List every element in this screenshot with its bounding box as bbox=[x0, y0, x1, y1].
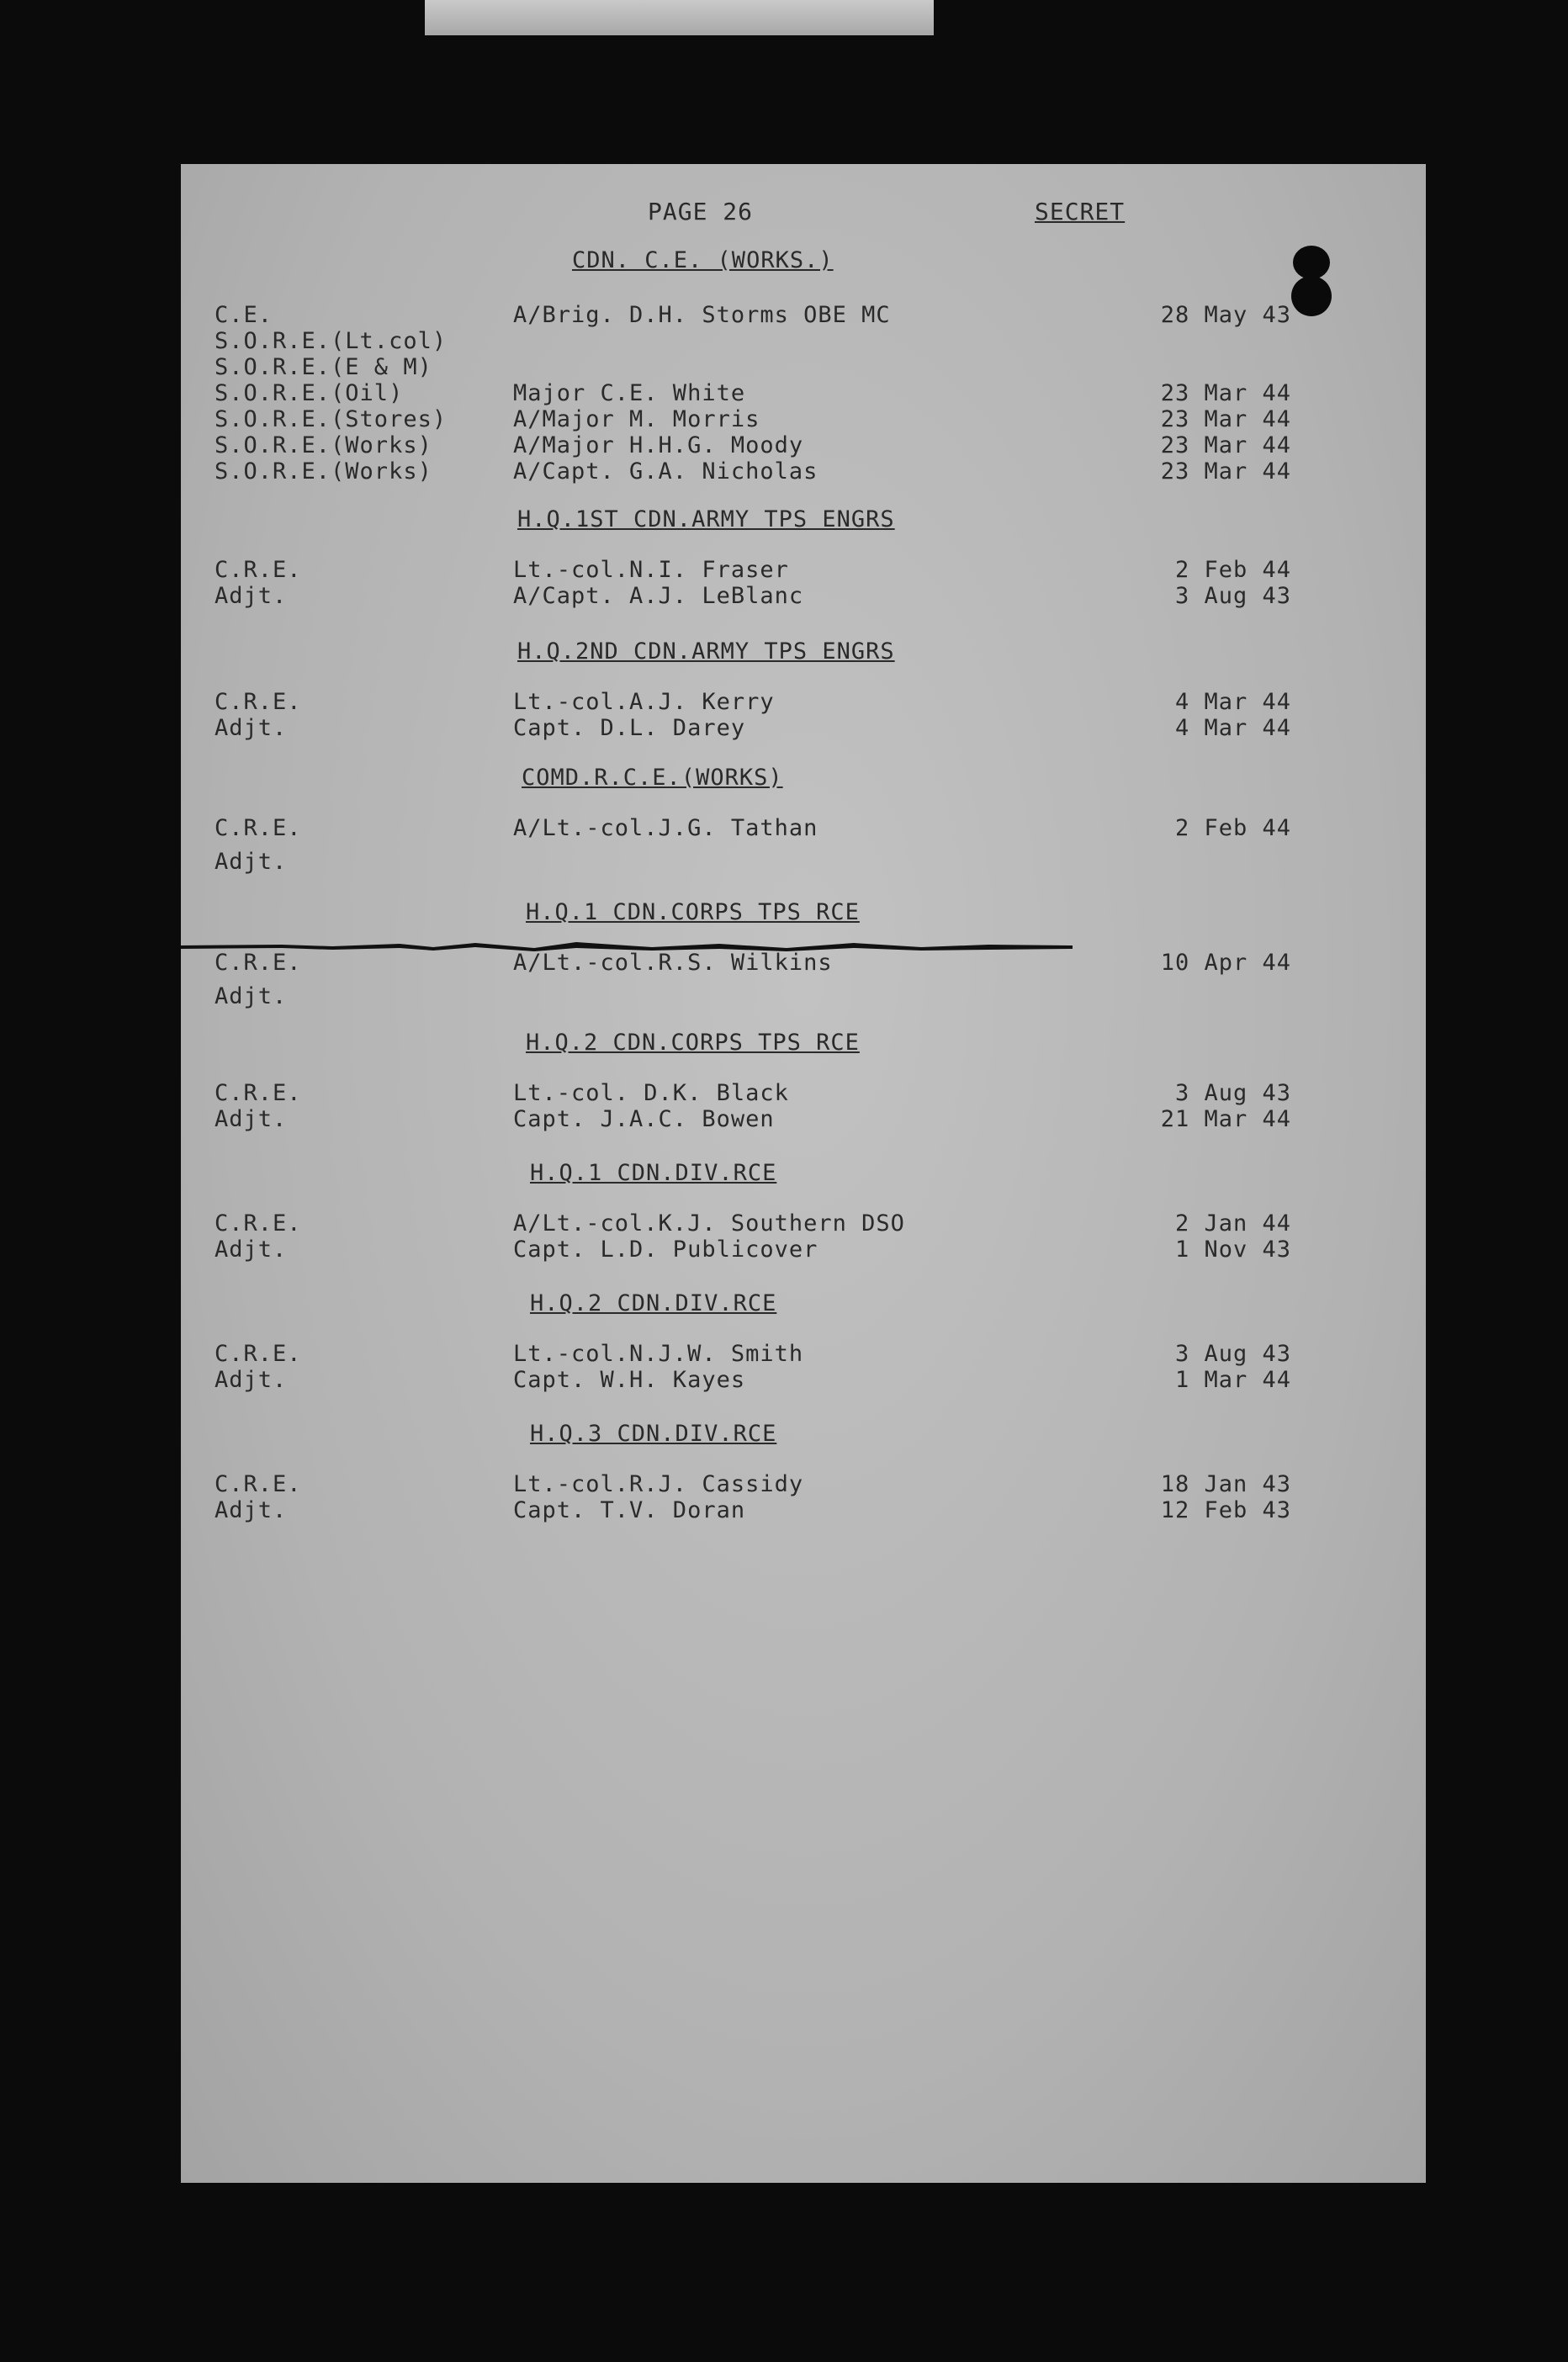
entry-role: C.R.E. bbox=[215, 1341, 302, 1367]
entry-date: 18 Jan 43 bbox=[1160, 1471, 1291, 1497]
entry-name: Lt.-col.N.J.W. Smith bbox=[513, 1341, 804, 1367]
entry-date: 2 Jan 44 bbox=[1174, 1210, 1291, 1237]
entry-name: A/Capt. G.A. Nicholas bbox=[513, 458, 818, 485]
page-number: PAGE 26 bbox=[648, 198, 754, 225]
entry-name: Lt.-col.A.J. Kerry bbox=[513, 689, 775, 715]
entry-role: Adjt. bbox=[215, 1106, 288, 1132]
section-heading: COMD.R.C.E.(WORKS) bbox=[522, 765, 783, 791]
entry-role: S.O.R.E.(E & M) bbox=[215, 354, 432, 380]
classification-stamp: SECRET bbox=[1035, 198, 1126, 225]
entry-date: 23 Mar 44 bbox=[1160, 406, 1291, 432]
entry-date: 10 Apr 44 bbox=[1160, 950, 1291, 976]
entry-date: 23 Mar 44 bbox=[1160, 458, 1291, 485]
section-heading: H.Q.1 CDN.DIV.RCE bbox=[530, 1160, 777, 1186]
entry-name: A/Lt.-col.K.J. Southern DSO bbox=[513, 1210, 905, 1237]
entry-role: C.R.E. bbox=[215, 950, 302, 976]
entry-name: Capt. L.D. Publicover bbox=[513, 1237, 818, 1263]
entry-date: 23 Mar 44 bbox=[1160, 380, 1291, 406]
entry-name: A/Lt.-col.J.G. Tathan bbox=[513, 815, 818, 841]
entry-date: 3 Aug 43 bbox=[1174, 1080, 1291, 1106]
entry-date: 4 Mar 44 bbox=[1174, 715, 1291, 741]
entry-role: C.R.E. bbox=[215, 1080, 302, 1106]
section-heading: H.Q.3 CDN.DIV.RCE bbox=[530, 1421, 777, 1447]
document-page bbox=[181, 164, 1426, 2183]
entry-date: 4 Mar 44 bbox=[1174, 689, 1291, 715]
entry-date: 1 Nov 43 bbox=[1174, 1237, 1291, 1263]
entry-role: Adjt. bbox=[215, 983, 288, 1009]
entry-name: A/Major H.H.G. Moody bbox=[513, 432, 804, 458]
entry-name: Capt. D.L. Darey bbox=[513, 715, 746, 741]
entry-role: Adjt. bbox=[215, 1237, 288, 1263]
entry-date: 3 Aug 43 bbox=[1174, 1341, 1291, 1367]
entry-date: 1 Mar 44 bbox=[1174, 1367, 1291, 1393]
entry-role: C.R.E. bbox=[215, 1210, 302, 1237]
entry-date: 28 May 43 bbox=[1160, 302, 1291, 328]
entry-role: Adjt. bbox=[215, 715, 288, 741]
entry-date: 2 Feb 44 bbox=[1174, 815, 1291, 841]
entry-role: S.O.R.E.(Stores) bbox=[215, 406, 448, 432]
ink-blot-mark bbox=[1287, 244, 1336, 318]
section-heading: H.Q.2 CDN.DIV.RCE bbox=[530, 1290, 777, 1316]
section-heading: H.Q.2ND CDN.ARMY TPS ENGRS bbox=[517, 638, 895, 665]
entry-name: Major C.E. White bbox=[513, 380, 746, 406]
entry-role: C.E. bbox=[215, 302, 273, 328]
section-heading: CDN. C.E. (WORKS.) bbox=[572, 247, 834, 273]
entry-role: C.R.E. bbox=[215, 689, 302, 715]
entry-name: Lt.-col.N.I. Fraser bbox=[513, 557, 789, 583]
entry-role: S.O.R.E.(Oil) bbox=[215, 380, 404, 406]
entry-date: 23 Mar 44 bbox=[1160, 432, 1291, 458]
section-heading: H.Q.1ST CDN.ARMY TPS ENGRS bbox=[517, 506, 895, 532]
entry-role: S.O.R.E.(Lt.col) bbox=[215, 328, 448, 354]
entry-role: Adjt. bbox=[215, 1497, 288, 1523]
entry-date: 2 Feb 44 bbox=[1174, 557, 1291, 583]
entry-date: 21 Mar 44 bbox=[1160, 1106, 1291, 1132]
entry-role: S.O.R.E.(Works) bbox=[215, 432, 432, 458]
entry-name: A/Lt.-col.R.S. Wilkins bbox=[513, 950, 833, 976]
entry-role: Adjt. bbox=[215, 849, 288, 875]
section-heading: H.Q.1 CDN.CORPS TPS RCE bbox=[526, 899, 860, 925]
entry-role: Adjt. bbox=[215, 1367, 288, 1393]
entry-role: C.R.E. bbox=[215, 815, 302, 841]
section-heading: H.Q.2 CDN.CORPS TPS RCE bbox=[526, 1030, 860, 1056]
entry-name: A/Capt. A.J. LeBlanc bbox=[513, 583, 804, 609]
entry-name: Lt.-col. D.K. Black bbox=[513, 1080, 789, 1106]
entry-date: 3 Aug 43 bbox=[1174, 583, 1291, 609]
entry-name: A/Major M. Morris bbox=[513, 406, 760, 432]
entry-name: Capt. J.A.C. Bowen bbox=[513, 1106, 775, 1132]
entry-name: Capt. W.H. Kayes bbox=[513, 1367, 746, 1393]
top-paper-edge bbox=[425, 0, 934, 35]
entry-name: A/Brig. D.H. Storms OBE MC bbox=[513, 302, 891, 328]
entry-date: 12 Feb 43 bbox=[1160, 1497, 1291, 1523]
entry-role: C.R.E. bbox=[215, 1471, 302, 1497]
entry-name: Capt. T.V. Doran bbox=[513, 1497, 746, 1523]
entry-name: Lt.-col.R.J. Cassidy bbox=[513, 1471, 804, 1497]
entry-role: Adjt. bbox=[215, 583, 288, 609]
entry-role: S.O.R.E.(Works) bbox=[215, 458, 432, 485]
entry-role: C.R.E. bbox=[215, 557, 302, 583]
